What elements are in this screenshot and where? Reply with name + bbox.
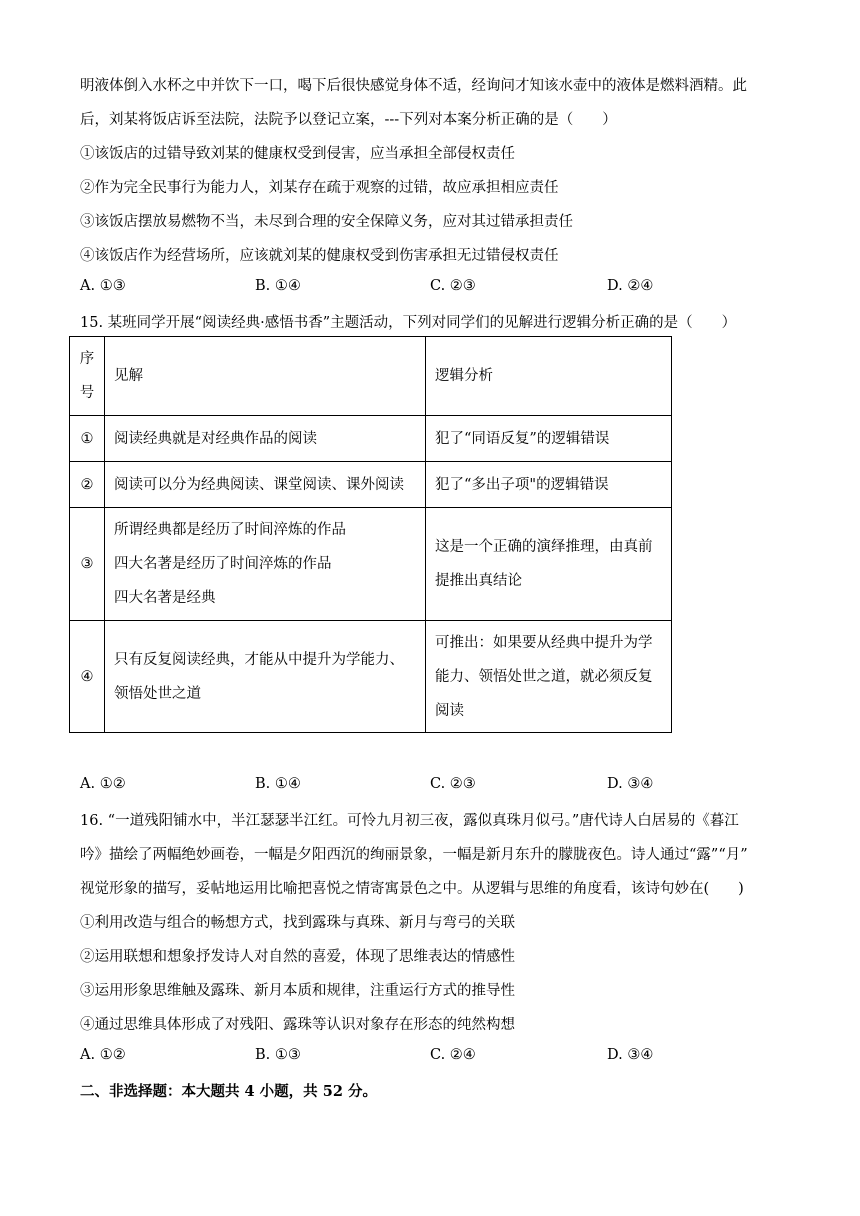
row-analysis (426, 621, 672, 733)
analysis-line: 可推出：如果要从经典中提升为学 (435, 634, 653, 651)
section-heading: 二、非选择题：本大题共 4 小题，共 52 分。 (80, 1083, 377, 1100)
q16-option-d: D. ③④ (607, 1047, 654, 1063)
header-analysis: 逻辑分析 (426, 337, 672, 416)
q16-statement-2: ②运用联想和想象抒发诗人对自然的喜爱，体现了思维表达的情感性 (80, 949, 515, 965)
row-analysis (426, 462, 672, 508)
q16-option-b: B. ①③ (255, 1047, 301, 1063)
table-row (70, 508, 672, 621)
q15-logic-table (69, 336, 672, 733)
opinion-line: 阅读经典就是对经典作品的阅读 (114, 430, 317, 447)
q16-options (80, 1047, 780, 1067)
q14-statement-3: ③该饭店摆放易燃物不当，未尽到合理的安全保障义务，应对其过错承担责任 (80, 214, 573, 230)
q15-option-a: A. ①② (80, 776, 126, 792)
q16-option-a: A. ①② (80, 1047, 126, 1063)
q14-statement-1: ①该饭店的过错导致刘某的健康权受到侵害，应当承担全部侵权责任 (80, 146, 515, 162)
row-serial: ③ (70, 508, 105, 621)
row-opinion (105, 416, 426, 462)
q14-option-a: A. ①③ (80, 278, 126, 294)
q16-stem-line-1: 16. “一道残阳铺水中，半江瑟瑟半江红。可怜九月初三夜，露似真珠月似弓。”唐代诗人白居易的《暮江 (80, 813, 739, 829)
q14-option-b: B. ①④ (255, 278, 301, 294)
q15-option-d: D. ③④ (607, 776, 654, 792)
table-row (70, 621, 672, 733)
q15-stem: 15. 某班同学开展“阅读经典·感悟书香”主题活动，下列对同学们的见解进行逻辑分析正确的是（ ） (80, 315, 737, 331)
table-row (70, 462, 672, 508)
analysis-line: 犯了“同语反复”的逻辑错误 (435, 430, 610, 447)
q14-options (80, 278, 780, 298)
row-serial: ① (70, 416, 105, 462)
table-row (70, 416, 672, 462)
q14-statement-2: ②作为完全民事行为能力人，刘某存在疏于观察的过错，故应承担相应责任 (80, 180, 559, 196)
analysis-line: 阅读 (435, 702, 464, 719)
row-opinion (105, 621, 426, 733)
row-serial: ② (70, 462, 105, 508)
analysis-line: 能力、领悟处世之道，就必须反复 (435, 668, 653, 685)
opinion-line: 所谓经典都是经历了时间淬炼的作品 (114, 522, 346, 538)
q15-option-b: B. ①④ (255, 776, 301, 792)
row-serial: ④ (70, 621, 105, 733)
q16-statement-3: ③运用形象思维触及露珠、新月本质和规律，注重运行方式的推导性 (80, 983, 515, 999)
q14-option-c: C. ②③ (430, 278, 476, 294)
q16-stem-line-3: 视觉形象的描写，妥帖地运用比喻把喜悦之情寄寓景色之中。从逻辑与思维的角度看，该诗句妙在( ) (80, 881, 744, 897)
row-opinion (105, 462, 426, 508)
analysis-line: 犯了“多出子项"的逻辑错误 (435, 476, 609, 493)
header-serial (70, 337, 105, 416)
row-analysis (426, 508, 672, 621)
row-analysis (426, 416, 672, 462)
opinion-line: 四大名著是经典 (114, 590, 216, 606)
q14-stem-line-2: 后，刘某将饭店诉至法院，法院予以登记立案，---下列对本案分析正确的是（ ） (80, 112, 617, 128)
q16-statement-4: ④通过思维具体形成了对残阳、露珠等认识对象存在形态的纯然构想 (80, 1017, 515, 1033)
opinion-line: 领悟处世之道 (114, 685, 201, 702)
q16-option-c: C. ②④ (430, 1047, 476, 1063)
opinion-line: 阅读可以分为经典阅读、课堂阅读、课外阅读 (114, 476, 404, 493)
q16-statement-1: ①利用改造与组合的畅想方式，找到露珠与真珠、新月与弯弓的关联 (80, 915, 515, 931)
header-serial-line-2: 号 (79, 385, 95, 401)
q14-statement-4: ④该饭店作为经营场所，应该就刘某的健康权受到伤害承担无过错侵权责任 (80, 248, 559, 264)
opinion-line: 只有反复阅读经典，才能从中提升为学能力、 (114, 651, 404, 668)
row-opinion (105, 508, 426, 621)
table-header-row (70, 337, 672, 416)
analysis-line: 提推出真结论 (435, 573, 522, 589)
q16-stem-line-2: 吟》描绘了两幅绝妙画卷，一幅是夕阳西沉的绚丽景象，一幅是新月东升的朦胧夜色。诗人通过“露”“月” (80, 847, 748, 863)
header-serial-line-1: 序 (79, 351, 95, 367)
opinion-line: 四大名著是经历了时间淬炼的作品 (114, 556, 332, 572)
header-opinion: 见解 (105, 337, 426, 416)
q14-option-d: D. ②④ (607, 278, 654, 294)
q15-options (80, 776, 780, 796)
analysis-line: 这是一个正确的演绎推理，由真前 (435, 539, 653, 555)
q14-stem-line-1: 明液体倒入水杯之中并饮下一口，喝下后很快感觉身体不适，经询问才知该水壶中的液体是燃料酒精。此 (80, 78, 747, 94)
q15-option-c: C. ②③ (430, 776, 476, 792)
